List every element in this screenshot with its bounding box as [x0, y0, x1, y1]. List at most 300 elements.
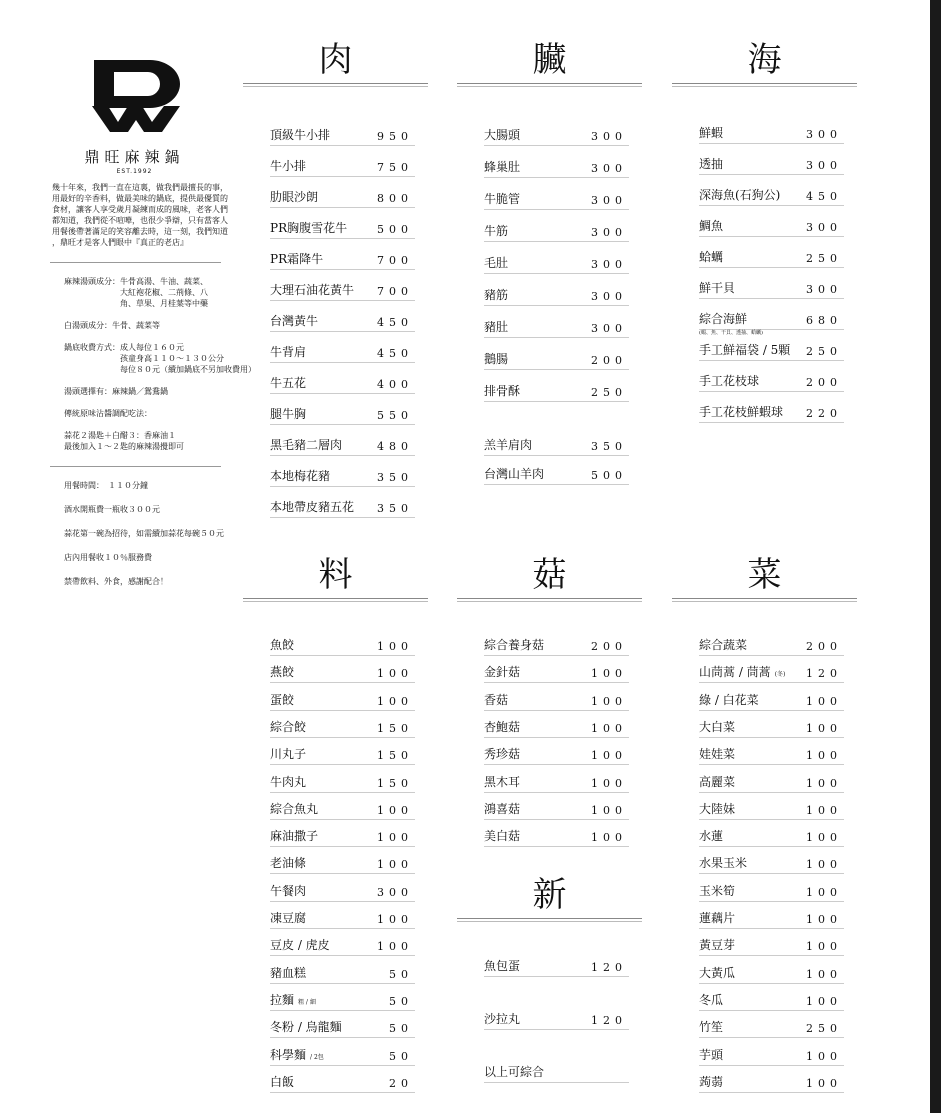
menu-item [270, 127, 415, 146]
item-name [699, 991, 723, 1008]
item-name [699, 1073, 723, 1090]
item-name [699, 217, 723, 234]
divider [50, 466, 221, 467]
item-price: 100 [591, 695, 627, 708]
item-name-text: 水蓮 [699, 829, 724, 843]
item-name [270, 312, 318, 329]
menu-item [699, 719, 844, 738]
item-name [699, 248, 723, 265]
item-price: 100 [591, 804, 627, 817]
intro-line: 幾十年來，我們一直在這裏，做我們最擅長的事， [52, 183, 228, 192]
item-name-text: 黑毛豬二層肉 [270, 438, 343, 452]
menu-item [270, 220, 415, 239]
item-price: 100 [806, 695, 842, 708]
menu-item [699, 311, 844, 336]
item-price: 950 [377, 130, 413, 143]
menu-item [699, 404, 844, 423]
menu-item [699, 218, 844, 237]
section-rule [243, 86, 428, 87]
menu-item [270, 1019, 415, 1038]
item-price: 700 [377, 285, 413, 298]
item-name-text: 白飯 [270, 1075, 295, 1089]
item-price: 100 [806, 940, 842, 953]
menu-item [484, 127, 629, 146]
item-name-text: 高麗菜 [699, 775, 736, 789]
info-line: 蒜花第一碗為招待，如需續加蒜花每碗５０元 [64, 529, 224, 538]
item-name-text: 手工鮮福袋 / 5顆 [699, 343, 791, 357]
item-name-text: 大陸妹 [699, 802, 736, 816]
item-name-text: 魚包蛋 [484, 959, 521, 973]
menu-item [484, 1011, 629, 1030]
menu-item [270, 189, 415, 208]
item-name [699, 124, 723, 141]
item-price: 300 [591, 226, 627, 239]
menu-item [699, 187, 844, 206]
brand-established: EST.1992 [116, 168, 153, 175]
menu-item [699, 855, 844, 874]
item-name [484, 254, 508, 271]
item-name [270, 467, 330, 484]
section-title-sea: 海 [747, 40, 782, 80]
item-name-text: 綜合蔬菜 [699, 638, 748, 652]
menu-item [699, 692, 844, 711]
item-price: 680 [806, 314, 842, 327]
item-price: 100 [806, 804, 842, 817]
item-name [699, 827, 723, 844]
item-name [270, 964, 306, 981]
item-name [699, 936, 735, 953]
item-name-text: 沙拉丸 [484, 1012, 521, 1026]
menu-item [484, 351, 629, 370]
item-price: 400 [377, 378, 413, 391]
intro-line: 用最好的辛香料，做最美味的鍋底，提供最優質的 [52, 194, 228, 203]
info-line: 白湯頭成分：牛骨、蔬菜等 [64, 321, 160, 330]
item-price: 300 [591, 130, 627, 143]
menu-item [270, 437, 415, 456]
item-name [270, 663, 294, 680]
section-rule [672, 601, 857, 602]
item-name [699, 882, 735, 899]
item-price: 350 [377, 471, 413, 484]
menu-item [484, 746, 629, 765]
info-line: 大紅袍花椒、二荊條、八 [64, 288, 208, 297]
item-price: 100 [806, 995, 842, 1008]
item-name [699, 310, 747, 327]
item-name [484, 318, 508, 335]
info-line: 傳統原味沾醬調配吃法： [64, 409, 152, 418]
item-name [699, 1018, 723, 1035]
item-price: 100 [377, 940, 413, 953]
item-name-text: 拉麵 [270, 993, 295, 1007]
info-line: 每位８０元（續加鍋底不另加收費用） [64, 365, 256, 374]
menu-item [699, 910, 844, 929]
item-name [699, 636, 747, 653]
menu-item [270, 965, 415, 984]
item-name-text: 蓮藕片 [699, 911, 736, 925]
menu-item [699, 801, 844, 820]
item-price: 50 [389, 1050, 413, 1063]
item-name [270, 374, 306, 391]
info-line: 孩童身高１１０～１３０公分 [64, 354, 224, 363]
item-name-text: 魚餃 [270, 638, 295, 652]
item-name-text: 香菇 [484, 693, 509, 707]
item-name-text: 杏鮑菇 [484, 720, 521, 734]
item-name-text: 燕餃 [270, 665, 295, 679]
menu-item [484, 828, 629, 847]
item-price: 250 [591, 386, 627, 399]
item-name-text: 豬肚 [484, 320, 509, 334]
menu-item [484, 719, 629, 738]
item-name-text: 科學麵 [270, 1048, 307, 1062]
item-price: 50 [389, 1022, 413, 1035]
item-price: 100 [806, 886, 842, 899]
item-name [699, 155, 723, 172]
item-name-text: 綜合餃 [270, 720, 307, 734]
divider [50, 262, 221, 263]
item-name [270, 882, 306, 899]
item-name-text: 鴻喜菇 [484, 802, 521, 816]
menu-item [270, 344, 415, 363]
menu-item [484, 774, 629, 793]
item-name-text: 豬筋 [484, 288, 509, 302]
item-name [484, 382, 520, 399]
item-name-text: 以上可綜合 [484, 1065, 545, 1079]
info-line [64, 419, 256, 430]
menu-item [270, 158, 415, 177]
item-name [484, 286, 508, 303]
item-price: 250 [806, 1022, 842, 1035]
info-line [64, 331, 256, 342]
item-name [484, 773, 520, 790]
menu-item [699, 746, 844, 765]
menu-item [699, 373, 844, 392]
item-price: 120 [806, 667, 842, 680]
menu-item [484, 319, 629, 338]
item-name-text: 川丸子 [270, 747, 307, 761]
item-name [699, 909, 735, 926]
item-name [270, 936, 330, 953]
item-price: 100 [806, 722, 842, 735]
menu-item [484, 466, 629, 485]
item-name [484, 1010, 520, 1027]
intro-line: 食材，讓客人享受歲月凝練而成的風味，老客人們 [52, 205, 228, 214]
item-name [484, 436, 532, 453]
item-name [699, 403, 783, 420]
item-name [270, 854, 306, 871]
item-name-text: 冬粉 / 烏龍麵 [270, 1020, 342, 1034]
menu-item [270, 282, 415, 301]
item-name [484, 636, 544, 653]
menu-item [270, 883, 415, 902]
item-price: 300 [377, 886, 413, 899]
section-rule [243, 598, 428, 599]
item-price: 200 [591, 640, 627, 653]
item-name [699, 800, 735, 817]
menu-item [270, 499, 415, 518]
item-name [699, 745, 735, 762]
item-name [484, 126, 520, 143]
item-name [699, 279, 735, 296]
item-price: 100 [377, 858, 413, 871]
section-rule [457, 601, 642, 602]
item-name [484, 222, 508, 239]
menu-item [699, 156, 844, 175]
menu-item [484, 692, 629, 711]
item-name-text: 毛肚 [484, 256, 509, 270]
item-price: 50 [389, 968, 413, 981]
item-name-text: 蛋餃 [270, 693, 295, 707]
item-name [484, 465, 544, 482]
item-name [699, 1046, 723, 1063]
section-title-mushroom: 菇 [532, 555, 567, 595]
item-price: 100 [591, 749, 627, 762]
item-name [699, 854, 747, 871]
item-name [484, 158, 520, 175]
item-price: 550 [377, 409, 413, 422]
section-rule [672, 598, 857, 599]
menu-item [699, 1019, 844, 1038]
item-name-text: 黃豆芽 [699, 938, 736, 952]
item-price: 300 [591, 322, 627, 335]
item-name-text: 大黃瓜 [699, 966, 736, 980]
section-title-meat: 肉 [318, 40, 353, 80]
item-price: 150 [377, 777, 413, 790]
item-name [484, 350, 508, 367]
menu-item [699, 280, 844, 299]
brand-name: 鼎旺麻辣鍋 [84, 148, 185, 166]
section-title-offal: 臟 [532, 40, 567, 80]
item-name [270, 745, 306, 762]
item-price: 150 [377, 749, 413, 762]
item-name-text: 玉米筍 [699, 884, 736, 898]
item-name [270, 281, 354, 298]
info-line [64, 397, 256, 408]
item-name [484, 1063, 544, 1080]
item-price: 450 [377, 347, 413, 360]
item-name-text: 本地梅花豬 [270, 469, 331, 483]
item-note: (蝦、魚、干貝、透抽、蛤蠣) [699, 330, 763, 336]
item-name-text: 深海魚(石狗公) [699, 188, 781, 202]
item-name [270, 126, 330, 143]
intro-line: ，鼎旺才是客人們眼中『真正的老店』 [52, 238, 188, 247]
item-name [484, 691, 508, 708]
menu-item [484, 637, 629, 656]
section-rule [457, 598, 642, 599]
item-price: 100 [806, 831, 842, 844]
item-name-text: 頂級牛小排 [270, 128, 331, 142]
item-name-text: 冬瓜 [699, 993, 724, 1007]
menu-item [699, 828, 844, 847]
menu-item [699, 1047, 844, 1066]
item-name-text: 豆皮 / 虎皮 [270, 938, 330, 952]
menu-item [484, 255, 629, 274]
item-name-text: 午餐肉 [270, 884, 307, 898]
item-name [270, 827, 318, 844]
item-name-text: 手工花枝鮮蝦球 [699, 405, 784, 419]
item-name [270, 991, 316, 1008]
item-name-text: 芋頭 [699, 1048, 724, 1062]
item-name-text: PR霜降牛 [270, 252, 324, 266]
section-title-ingredients: 料 [318, 555, 353, 595]
item-name-text: 山茼蒿 / 茼蒿 [699, 665, 771, 679]
section-rule [243, 83, 428, 84]
item-name-text: 牛脆管 [484, 192, 521, 206]
item-price: 100 [377, 695, 413, 708]
item-name-text: 排骨酥 [484, 384, 521, 398]
menu-item [699, 664, 844, 683]
item-name-suffix: (冬) [774, 671, 786, 678]
item-name-text: 金針菇 [484, 665, 521, 679]
item-name [270, 250, 323, 267]
section-rule [457, 921, 642, 922]
item-price: 100 [806, 913, 842, 926]
item-name [484, 663, 520, 680]
item-price: 100 [806, 1050, 842, 1063]
item-price: 200 [806, 376, 842, 389]
menu-item [270, 828, 415, 847]
item-name [270, 718, 306, 735]
menu-item [484, 1064, 629, 1083]
item-name-text: 牛肉丸 [270, 775, 307, 789]
item-name [270, 188, 318, 205]
soup-info [64, 276, 256, 452]
item-name-text: 牛小排 [270, 159, 307, 173]
item-name [699, 718, 735, 735]
item-name-text: 美白菇 [484, 829, 521, 843]
section-title-veg: 菜 [747, 555, 782, 595]
item-name-suffix: 粗 / 細 [298, 999, 316, 1006]
menu-item [270, 937, 415, 956]
menu-item [270, 992, 415, 1011]
section-rule [457, 83, 642, 84]
item-price: 450 [806, 190, 842, 203]
info-line: 角、草果、月桂葉等中藥 [64, 299, 208, 308]
menu-item [270, 1047, 415, 1066]
menu-item [699, 125, 844, 144]
item-name-text: 娃娃菜 [699, 747, 736, 761]
info-line [64, 375, 256, 386]
menu-item [484, 159, 629, 178]
item-name-text: 牛背肩 [270, 345, 307, 359]
item-name [484, 190, 520, 207]
menu-item [270, 719, 415, 738]
item-price: 100 [806, 968, 842, 981]
menu-item [270, 1074, 415, 1093]
item-name-text: 老油條 [270, 856, 307, 870]
item-price: 480 [377, 440, 413, 453]
menu-item [270, 637, 415, 656]
info-line [64, 564, 224, 576]
menu-item [699, 937, 844, 956]
item-price: 50 [389, 995, 413, 1008]
item-price: 300 [806, 128, 842, 141]
item-name [270, 405, 306, 422]
item-name [699, 663, 785, 680]
item-price: 300 [806, 221, 842, 234]
item-name [699, 691, 759, 708]
item-name-text: 牛筋 [484, 224, 509, 238]
item-price: 100 [806, 749, 842, 762]
item-name-text: 手工花枝球 [699, 374, 760, 388]
info-line: 鍋底收費方式：成人每位１６０元 [64, 343, 184, 352]
item-name [270, 157, 306, 174]
item-name [270, 800, 318, 817]
item-name-text: 大理石油花黃牛 [270, 283, 355, 297]
item-price: 350 [377, 502, 413, 515]
menu-item [484, 437, 629, 456]
section-rule [243, 601, 428, 602]
info-line [64, 540, 224, 552]
item-name [484, 827, 520, 844]
item-price: 100 [591, 722, 627, 735]
item-name [270, 343, 306, 360]
item-name-text: 台灣山羊肉 [484, 467, 545, 481]
item-name-text: 牛五花 [270, 376, 307, 390]
info-line [64, 516, 224, 528]
item-name [484, 745, 520, 762]
menu-item [484, 223, 629, 242]
item-name-text: 綠 / 白花菜 [699, 693, 759, 707]
menu-item [484, 958, 629, 977]
menu-item [699, 774, 844, 793]
item-price: 100 [377, 831, 413, 844]
item-price: 100 [377, 804, 413, 817]
section-title-new: 新 [532, 875, 567, 915]
brand-logo [92, 60, 180, 132]
item-price: 200 [591, 354, 627, 367]
item-name-text: PR胸腹雪花牛 [270, 221, 348, 235]
item-name-text: 蒟蒻 [699, 1075, 724, 1089]
menu-item [484, 287, 629, 306]
brand-intro [52, 182, 232, 248]
item-name-text: 鵝腸 [484, 352, 509, 366]
item-price: 200 [806, 640, 842, 653]
intro-line: 都知道，我們從不喧嘩，也很少爭辯，只有當客人 [52, 216, 228, 225]
item-price: 150 [377, 722, 413, 735]
item-name [484, 718, 520, 735]
section-rule [672, 86, 857, 87]
info-line: 禁帶飲料、外食，感謝配合！ [64, 577, 168, 586]
item-name [699, 773, 735, 790]
item-name [270, 498, 354, 515]
section-rule [457, 86, 642, 87]
menu-item [699, 1074, 844, 1093]
info-line [64, 309, 256, 320]
item-price: 100 [377, 913, 413, 926]
item-name-text: 透抽 [699, 157, 724, 171]
item-name-text: 麻油撒子 [270, 829, 319, 843]
item-name [270, 219, 347, 236]
item-name-text: 綜合海鮮 [699, 312, 748, 326]
item-name [270, 1018, 342, 1035]
item-name-suffix: / 2包 [310, 1054, 324, 1061]
menu-item [270, 855, 415, 874]
info-line: 湯頭選擇有：麻辣鍋／鴛鴦鍋 [64, 387, 168, 396]
item-price: 300 [591, 194, 627, 207]
intro-line: 用餐後帶著滿足的笑容離去時，這一刻，我們知道 [52, 227, 228, 236]
info-line: 最後加入１～２匙的麻辣湯攪即可 [64, 442, 184, 451]
info-line: 蒜花２湯匙＋白醋３：香麻油１ [64, 431, 176, 440]
menu-item [270, 746, 415, 765]
item-price: 300 [806, 283, 842, 296]
item-name-text: 蜂巢肚 [484, 160, 521, 174]
item-name-text: 大腸頭 [484, 128, 521, 142]
menu-item [484, 801, 629, 820]
menu-item [699, 883, 844, 902]
item-name [270, 1073, 294, 1090]
item-name-text: 綜合養身菇 [484, 638, 545, 652]
menu-item [270, 910, 415, 929]
